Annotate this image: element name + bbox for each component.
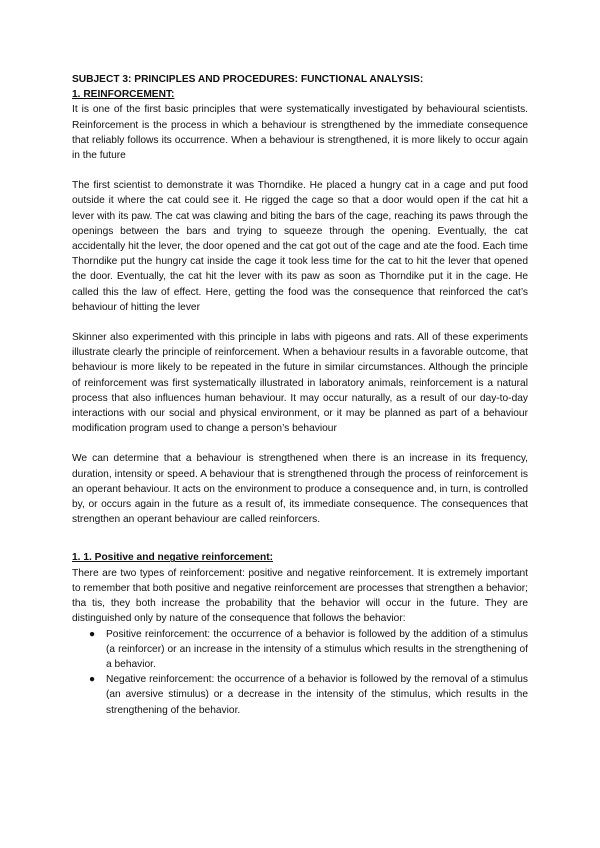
paragraph-thorndike: The first scientist to demonstrate it was Thorndike. He placed a hungry cat in a cage and put food outside it where the cat could see it. He rigged the cage so that a door would open if the cat hit a lever with its paw. The cat was clawing and biting the bars of the cage, reaching its paws through the openings between the bars and trying to squeeze through the opening. Eventually, the cat accidentally hit the lever, the door opened and the cat got out of the cage and ate the food. Each time Thorndike put the hungry cat inside the cage it took less time for the cat to hit the lever that opened the door. Eventually, the cat hit the lever with its paw as soon as Thorndike put it in the cage. He called this the law of effect. Here, getting the food was the consequence that reinforced the cat’s behaviour of hitting the lever [72,180,528,313]
subject-title: SUBJECT 3: PRINCIPLES AND PROCEDURES: FUNCTIONAL ANALYSIS: [72,74,424,85]
document-page [72,72,528,718]
paragraph-spacer [72,315,528,330]
paragraph-definition: It is one of the first basic principles that were systematically investigated by behavioural scientists. Reinforcement is the process in which a behaviour is strengthened by the immediate consequence that reliably follows its occurrence. When a behaviour is strengthened, it is more likely to occur again in the future [72,104,528,162]
section-heading-reinforcement: 1. REINFORCEMENT: [72,89,175,101]
section-heading-positive-negative: 1. 1. Positive and negative reinforcement: [72,552,273,564]
list-item-text: Negative reinforcement: the occurrence of a behavior is followed by the removal of a stimulus (an aversive stimulus) or a decrease in the intensity of the stimulus, which results in the strengthening of the behavior. [106,674,528,716]
bullet-icon: ● [89,628,96,640]
paragraph-spacer [72,163,528,178]
paragraph-spacer [72,436,528,451]
section-spacer [72,527,528,550]
bullet-icon: ● [89,674,96,686]
list-item [89,672,528,718]
list-item [89,627,528,673]
reinforcement-types-list [72,627,528,718]
list-item-text: Positive reinforcement: the occurrence of a behavior is followed by the addition of a stimulus (a reinforcer) or an increase in the intensity of a stimulus which results in the strengthening of a behavior. [106,628,528,670]
paragraph-types-intro: There are two types of reinforcement: positive and negative reinforcement. It is extremely important to remember that both positive and negative reinforcement are processes that strengthen a behavior; tha tis, they both increase the probability that the behavior will occur in the future. They are distinguished only by nature of the consequence that follows the behavior: [72,567,528,625]
paragraph-operant-behaviour: We can determine that a behaviour is strengthened when there is an increase in its frequency, duration, intensity or speed. A behaviour that is strengthened through the process of reinforcement is an operant behaviour. It acts on the environment to produce a consequence and, in turn, is controlled by, or occurs again in the future as a result of, its immediate consequence. The consequences that strengthen an operant behaviour are called reinforcers. [72,453,528,526]
paragraph-skinner: Skinner also experimented with this principle in labs with pigeons and rats. All of these experiments illustrate clearly the principle of reinforcement. When a behaviour results in a favorable outcome, that behaviour is more likely to be repeated in the future in similar circumstances. Although the principle of reinforcement was first systematically illustrated in laboratory animals, reinforcement is a natural process that also influences human behaviour. It may occur naturally, as a result of our day-to-day interactions with our social and physical environment, or it may be planned as part of a behaviour modification program used to change a person’s behaviour [72,332,528,435]
